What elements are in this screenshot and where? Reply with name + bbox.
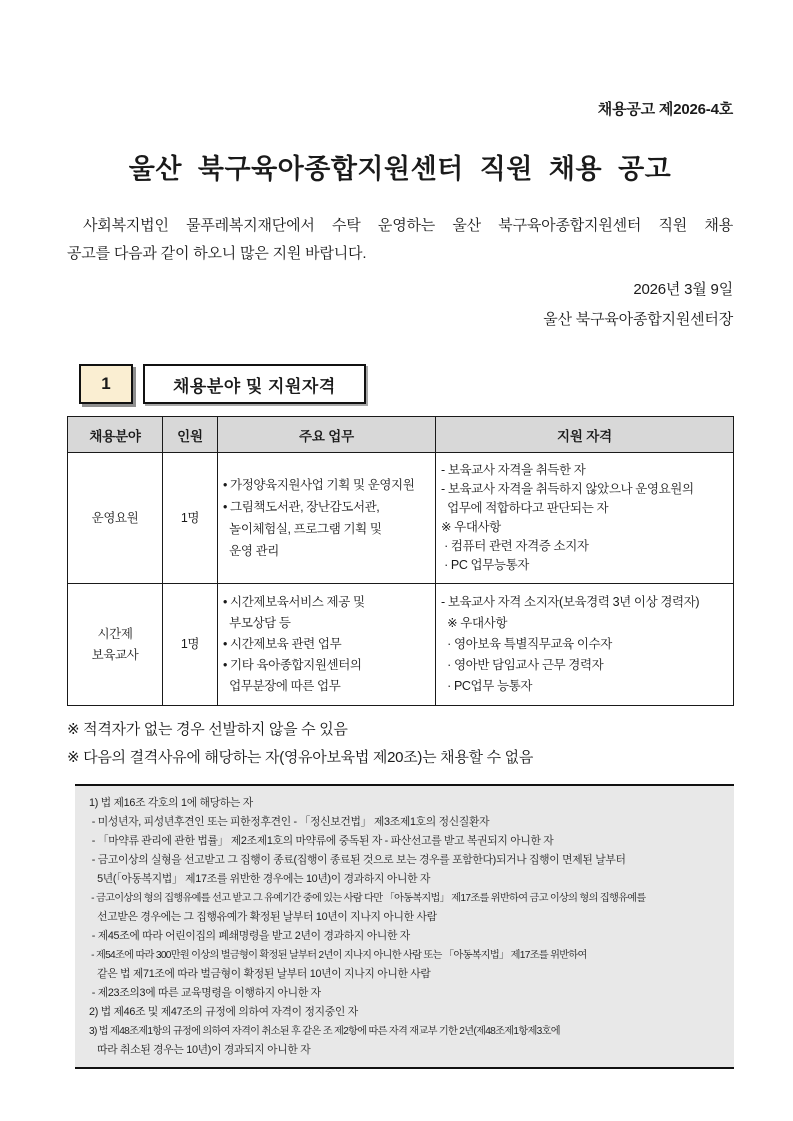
qualification-line: - 보육교사 자격 소지자(보육경력 3년 이상 경력자) (441, 595, 700, 609)
qualifications-cell (436, 453, 734, 584)
intro-line: 공고를 다음과 같이 하오니 많은 지원 바랍니다. (67, 245, 367, 262)
disqualification-line: 3) 법 제48조제1항의 규정에 의하여 자격이 취소된 후 같은 조 제2항에 따른 자격 재교부 기한 2년(제48조제1항제3호에 (89, 1026, 560, 1037)
recruitment-table (67, 416, 734, 706)
duty-line: 운영 관리 (223, 544, 279, 558)
disqualification-line: 5년(「아동복지법」 제17조를 위반한 경우에는 10년)이 경과하지 아니한 자 (89, 873, 431, 885)
qualification-line: - 보육교사 자격을 취득하지 않았으나 운영요원의 (441, 482, 694, 496)
intro-paragraph (67, 212, 733, 268)
disqualification-line: - 미성년자, 피성년후견인 또는 피한정후견인 - 「정신보건법」 제3조제1호의 정신질환자 (89, 816, 490, 828)
duty-line: • 가정양육지원사업 기획 및 운영지원 (223, 478, 415, 492)
field-name: 시간제 (97, 626, 133, 641)
duties-cell (218, 453, 436, 584)
qualification-line: · 컴퓨터 관련 자격증 소지자 (441, 539, 589, 553)
duty-line: • 시간제보육서비스 제공 및 (223, 595, 365, 609)
section-header (67, 364, 733, 404)
disqualification-line: - 제54조에 따라 300만원 이상의 벌금형이 확정된 날부터 2년이 지나지 아니한 사람 또는 「아동복지법」 제17조를 위반하여 (89, 950, 587, 961)
disqualification-line: - 금고이상의 형의 집행유예를 선고 받고 그 유예기간 중에 있는 사람 다만 「아동복지법」 제17조를 위반하여 금고 이상의 형의 집행유예를 (89, 893, 646, 904)
disqualification-box (75, 784, 734, 1069)
signature-line: 울산 북구육아종합지원센터장 (543, 311, 733, 328)
col-header-duties: 주요 업무 (218, 417, 436, 453)
col-header-headcount: 인원 (163, 417, 218, 453)
disqualification-line: - 제45조에 따라 어린이집의 폐쇄명령을 받고 2년이 경과하지 아니한 자 (89, 930, 410, 942)
announcement-date: 2026년 3월 9일 (633, 281, 733, 298)
note-line: ※ 적격자가 없는 경우 선발하지 않을 수 있음 (67, 721, 348, 738)
notice-number: 채용공고 제2026-4호 (597, 101, 733, 118)
intro-line: 사회복지법인 물푸레복지재단에서 수탁 운영하는 울산 북구육아종합지원센터 직원 채용 (83, 217, 733, 234)
qualification-line: ※ 우대사항 (441, 520, 501, 534)
qualification-line: - 보육교사 자격을 취득한 자 (441, 463, 586, 477)
col-header-field: 채용분야 (68, 417, 163, 453)
disqualification-line: - 금고이상의 실형을 선고받고 그 집행이 종료(집행이 종료된 것으로 보는 경우를 포함한다)되거나 집행이 면제된 날부터 (89, 854, 626, 866)
duty-line: • 시간제보육 관련 업무 (223, 637, 342, 651)
qualification-line: ※ 우대사항 (441, 616, 507, 630)
headcount-cell: 1명 (163, 584, 218, 706)
table-header-row (68, 417, 734, 453)
section-number-badge: 1 (79, 364, 133, 404)
notes-section (67, 716, 733, 772)
field-cell (68, 584, 163, 706)
page-title: 울산 북구육아종합지원센터 직원 채용 공고 (128, 154, 672, 184)
headcount-cell: 1명 (163, 453, 218, 584)
qualification-line: · 영아보육 특별직무교육 이수자 (441, 637, 612, 651)
qualification-line: · PC업무 능통자 (441, 679, 532, 693)
duty-line: 업무분장에 따른 업무 (223, 679, 341, 693)
duties-cell (218, 584, 436, 706)
table-row (68, 453, 734, 584)
duty-line: • 그림책도서관, 장난감도서관, (223, 500, 380, 514)
field-name: 보육교사 (91, 647, 139, 662)
qualification-line: · 영아반 담임교사 근무 경력자 (441, 658, 604, 672)
disqualification-line: 같은 법 제71조에 따라 벌금형이 확정된 날부터 10년이 지나지 아니한 사람 (89, 968, 431, 980)
note-line: ※ 다음의 결격사유에 해당하는 자(영유아보육법 제20조)는 채용할 수 없음 (67, 749, 534, 766)
disqualification-line: - 「마약류 관리에 관한 법률」 제2조제1호의 마약류에 중독된 자 - 파산선고를 받고 복권되지 아니한 자 (89, 835, 554, 847)
duty-line: • 기타 육아종합지원센터의 (223, 658, 362, 672)
duty-line: 부모상담 등 (223, 616, 291, 630)
disqualification-line: - 제23조의3에 따른 교육명령을 이행하지 아니한 자 (89, 987, 321, 999)
qualification-line: · PC 업무능통자 (441, 558, 529, 572)
field-cell (68, 453, 163, 584)
duty-line: 놀이체험실, 프로그램 기획 및 (223, 522, 382, 536)
table-row (68, 584, 734, 706)
col-header-qualifications: 지원 자격 (436, 417, 734, 453)
qualification-line: 업무에 적합하다고 판단되는 자 (441, 501, 609, 515)
field-name: 운영요원 (91, 510, 139, 525)
disqualification-line: 1) 법 제16조 각호의 1에 해당하는 자 (89, 797, 253, 809)
section-title: 채용분야 및 지원자격 (143, 364, 366, 404)
disqualification-line: 선고받은 경우에는 그 집행유예가 확정된 날부터 10년이 지나지 아니한 사람 (89, 911, 437, 923)
qualifications-cell (436, 584, 734, 706)
disqualification-line: 따라 취소된 경우는 10년)이 경과되지 아니한 자 (89, 1044, 311, 1056)
disqualification-line: 2) 법 제46조 및 제47조의 규정에 의하여 자격이 정지중인 자 (89, 1006, 358, 1018)
